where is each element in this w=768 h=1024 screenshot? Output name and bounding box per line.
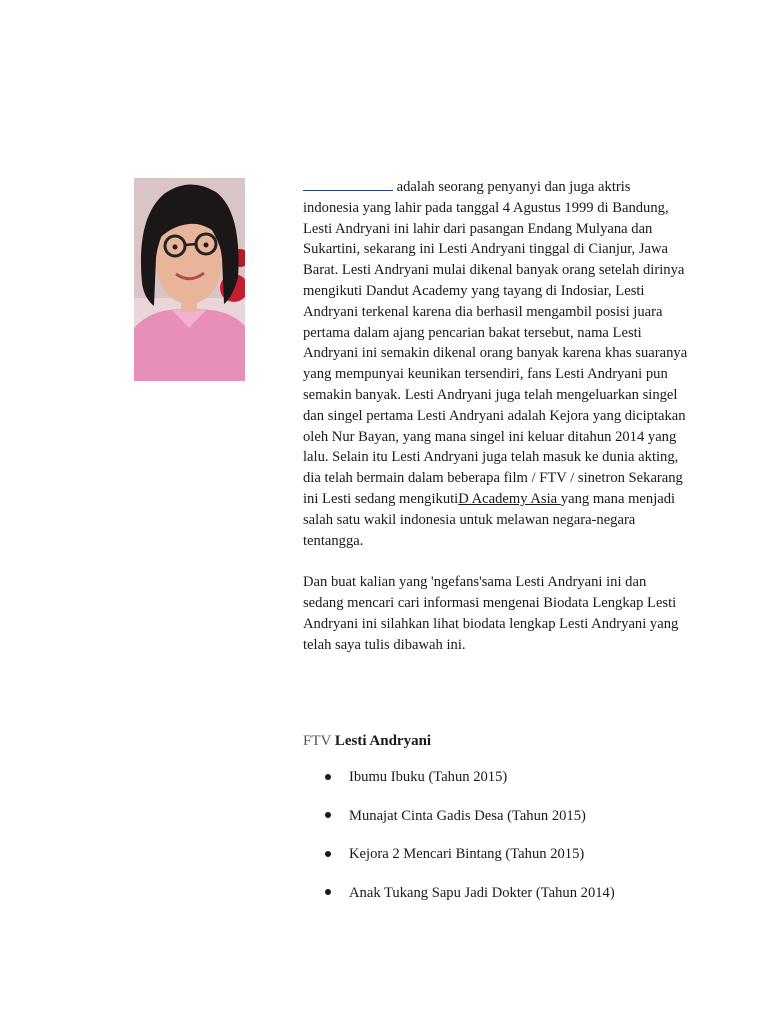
list-item-label: Kejora 2 Mencari Bintang (Tahun 2015) xyxy=(349,846,585,862)
list-item-label: Munajat Cinta Gadis Desa (Tahun 2015) xyxy=(349,807,586,824)
intro-tail: yang mana menjadi salah satu wakil indonesia untuk melawan negara-negara tentangga. xyxy=(303,490,676,549)
bullet-icon xyxy=(325,851,331,857)
second-paragraph: Dan buat kalian yang 'ngefans'sama Lesti Andryani ini dan sedang mencari cari informasi mengenai Biodata Lengkap Lesti Andryani ini silahkan lihat biodata lengkap Lesti Andryani yang telah saya tulis dibawah ini. xyxy=(303,574,679,653)
list-item-label: Ibumu Ibuku (Tahun 2015) xyxy=(349,769,508,785)
intro-paragraph xyxy=(303,177,688,551)
list-item xyxy=(303,806,615,826)
list-item-label: Anak Tukang Sapu Jadi Dokter (Tahun 2014) xyxy=(349,884,615,901)
list-item xyxy=(303,767,615,787)
ftv-heading xyxy=(303,731,431,751)
underline-blank xyxy=(303,177,393,191)
profile-photo xyxy=(134,178,245,381)
article-body xyxy=(303,177,688,655)
list-item xyxy=(303,883,615,903)
intro-lead: adalah seorang penyanyi dan juga aktris indonesia yang lahir pada tanggal 4 Agustus 1999 di Bandung, Lesti Andryani ini lahir dari pasangan Endang Mulyana dan Sukartini, sekarang ini Lesti Andryani tinggal di Cianjur, Jawa Barat. Lesti Andryani mulai dikenal banyak orang setelah dirinya mengikuti Dandut Academy yang tayang di Indosiar, Lesti Andryani terkenal karena dia berhasil mengambil posisi juara pertama dalam ajang pencarian bakat tersebut, nama Lesti Andryani ini semakin dikenal orang banyak karena khas suaranya yang mempunyai keunikan tersendiri, fans Lesti Andryani pun semakin banyak. Lesti Andryani juga telah mengeluarkan singel dan singel pertama Lesti Andryani adalah Kejora yang diciptakan oleh Nur Bayan, yang mana singel ini keluar ditahun 2014 yang lalu. Selain itu Lesti Andryani juga telah masuk ke dunia akting, dia telah bermain dalam beberapa film / FTV / sinetron Sekarang ini Lesti sedang mengikuti xyxy=(303,179,688,507)
ftv-heading-name: Lesti Andryani xyxy=(334,733,432,749)
bullet-icon xyxy=(325,774,331,780)
ftv-heading-prefix: FTV xyxy=(303,733,335,749)
bullet-icon xyxy=(325,812,331,818)
ftv-list xyxy=(303,767,615,921)
bullet-icon xyxy=(325,889,331,895)
d-academy-asia-link[interactable]: D Academy Asia xyxy=(458,490,561,507)
list-item xyxy=(303,844,615,864)
